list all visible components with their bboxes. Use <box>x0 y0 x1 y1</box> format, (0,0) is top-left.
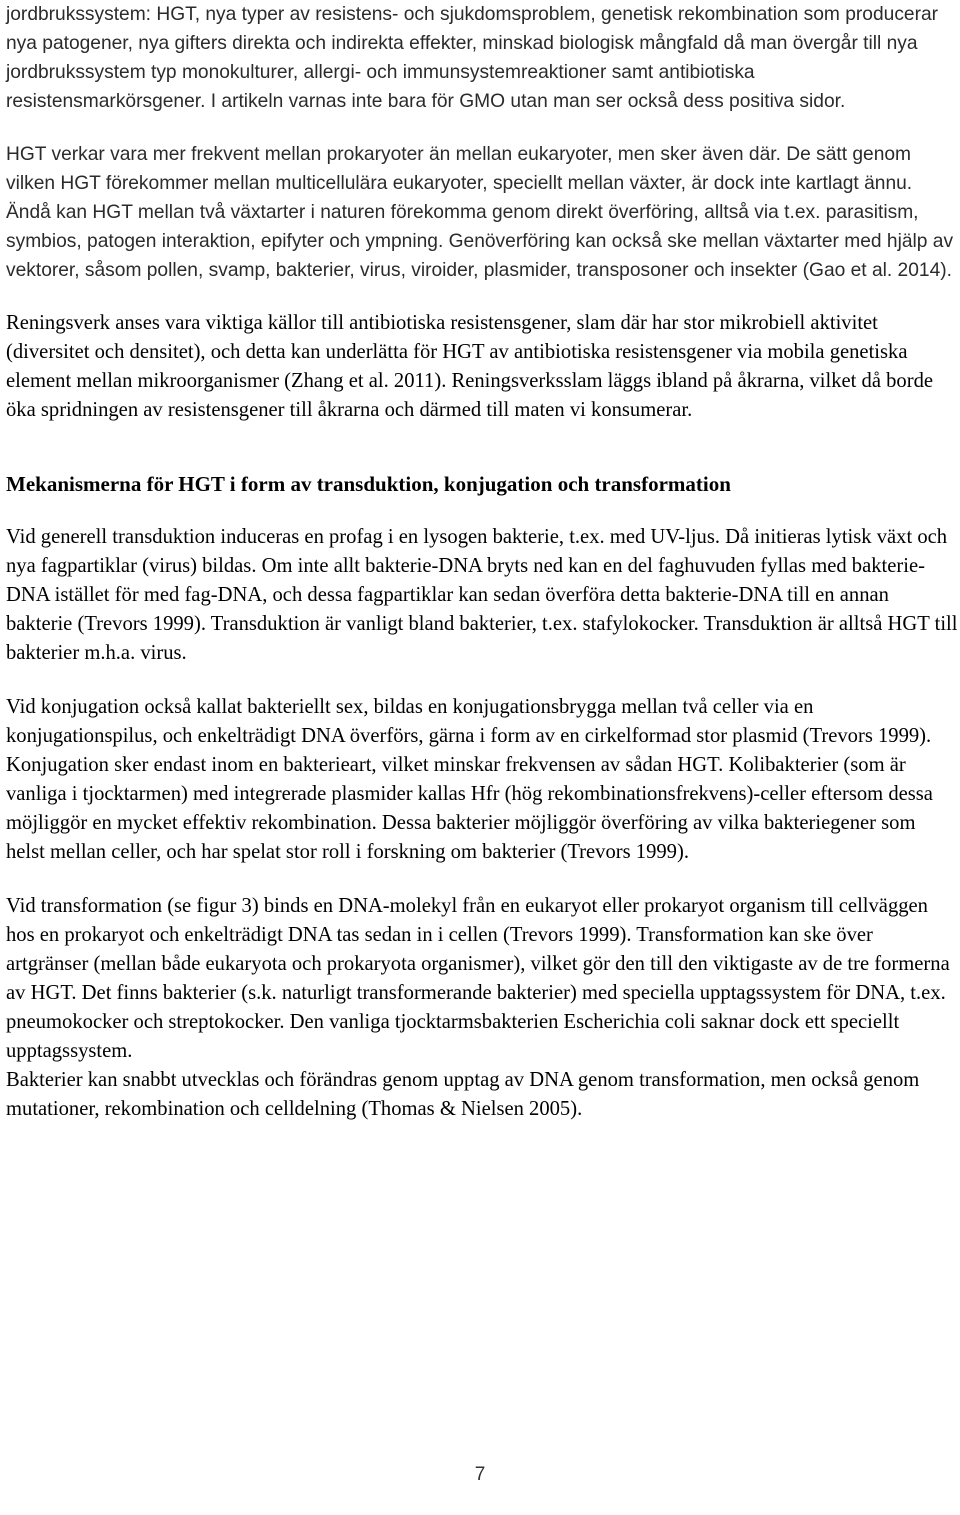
document-page <box>6 0 958 1124</box>
paragraph-transformation: Vid transformation (se figur 3) binds en DNA-molekyl från en eukaryot eller prokaryot organism till cellväggen hos en prokaryot och enkelträdigt DNA tas sedan in i cellen (Trevors 1999). Transformation kan ske över artgränser (mellan både eukaryota och prokaryota organismer), vilket gör den till den viktigaste av de tre formerna av HGT. Det finns bakterier (s.k. naturligt transformerande bakterier) med speciella upptagssystem för DNA, t.ex. pneumokocker och streptokocker. Den vanliga tjocktarmsbakterien Escherichia coli saknar dock ett speciellt upptagssystem. Bakterier kan snabbt utvecklas och förändras genom upptag av DNA genom transformation, men också genom mutationer, rekombination och celldelning (Thomas & Nielsen 2005). <box>6 895 950 1120</box>
paragraph-hgt-frequency: HGT verkar vara mer frekvent mellan prokaryoter än mellan eukaryoter, men sker även där. De sätt genom vilken HGT förekommer mellan multicellulära eukaryoter, speciellt mellan växter, är dock inte kartlagt ännu. Ändå kan HGT mellan två växtarter i naturen förekomma genom direkt överföring, alltså via t.ex. parasitism, symbios, patogen interaktion, epifyter och ympning. Genöverföring kan också ske mellan växtarter med hjälp av vektorer, såsom pollen, svamp, bakterier, virus, viroider, plasmider, transposoner och insekter (Gao et al. 2014). <box>6 144 954 281</box>
paragraph-transduction: Vid generell transduktion induceras en profag i en lysogen bakterie, t.ex. med UV-ljus. Då initieras lytisk växt och nya fagpartiklar (virus) bildas. Om inte allt bakterie-DNA bryts ned kan en del faghuvuden fyllas med bakterie-DNA istället för med fag-DNA, och dessa fagpartiklar kan sedan överföra detta bakterie-DNA till en annan bakterie (Trevors 1999). Transduktion är vanligt bland bakterier, t.ex. stafylokocker. Transduktion är alltså HGT till bakterier m.h.a. virus. <box>6 526 958 664</box>
paragraph-sewage-plants: Reningsverk anses vara viktiga källor till antibiotiska resistensgener, slam där har stor mikrobiell aktivitet (diversitet och densitet), och detta kan underlätta för HGT av antibiotiska resistensgener via mobila genetiska element mellan mikroorganismer (Zhang et al. 2011). Reningsverksslam läggs ibland på åkrarna, vilket då borde öka spridningen av resistensgener till åkrarna och därmed till maten vi konsumerar. <box>6 312 934 421</box>
section-heading: Mekanismerna för HGT i form av transduktion, konjugation och transformation <box>6 472 731 496</box>
paragraph-conjugation: Vid konjugation också kallat bakteriellt sex, bildas en konjugationsbrygga mellan två celler via en konjugationspilus, och enkelträdigt DNA överförs, gärna i form av en cirkelformad stor plasmid (Trevors 1999). Konjugation sker endast inom en bakterieart, vilket minskar frekvensen av sådan HGT. Kolibakterier (som är vanliga i tjocktarmen) med integrerade plasmider kallas Hfr (hög rekombinationsfrekvens)-celler eftersom dessa möjliggör en mycket effektiv rekombination. Dessa bakterier möjliggör överföring av vilka bakteriegener som helst mellan celler, och har spelat stor roll i forskning om bakterier (Trevors 1999). <box>6 696 933 863</box>
paragraph-gmo-risks: jordbrukssystem: HGT, nya typer av resistens- och sjukdomsproblem, genetisk rekombination som producerar nya patogener, nya gifters direkta och indirekta effekter, minskad biologisk mångfald då man övergår till nya jordbrukssystem typ monokulturer, allergi- och immunsystemreaktioner samt antibiotiska resistensmarkörsgener. I artikeln varnas inte bara för GMO utan man ser också dess positiva sidor. <box>6 4 939 112</box>
page-number: 7 <box>474 1464 486 1485</box>
